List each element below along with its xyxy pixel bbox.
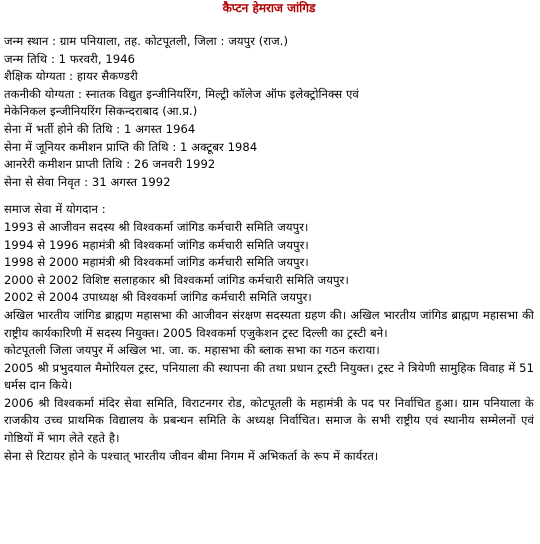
service-item: 2000 से 2002 विशिष्ट सलाहकार श्री विश्वकर्मा जांगिड कर्मचारी समिति जयपुर। bbox=[4, 272, 349, 287]
service-paragraph: अखिल भारतीय जांगिड ब्राह्मण महासभा की आजीवन संरक्षण सदस्यता ग्रहण की। अखिल भारतीय जांगिड ब्राह्मण महासभा की राष्ट्रीय कार्यकारिणी में सदस्य नियुक्त। 2005 विश्वकर्मा एजुकेशन ट्रस्ट दिल्ली का ट्रस्टी बने। bbox=[4, 307, 534, 340]
technical-qualification-cont-line: मेकेनिकल इन्जीनियरिंग सिकन्दराबाद (आ.प्र.) bbox=[4, 104, 198, 119]
technical-qualification-line: तकनीकी योग्यता : स्नातक विद्युत इन्जीनियरिंग, मिल्ट्री कॉलेज ऑफ इलेक्ट्रोनिक्स एवं bbox=[4, 86, 359, 101]
service-item: 1994 से 1996 महामंत्री श्री विश्वकर्मा जांगिड कर्मचारी समिति जयपुर। bbox=[4, 237, 309, 252]
education-line: शैक्षिक योग्यता : हायर सैकण्डरी bbox=[4, 69, 138, 84]
junior-commission-line: सेना में जूनियर कमीशन प्राप्ति की तिथि : 1 अक्टूबर 1984 bbox=[4, 139, 258, 154]
service-paragraph: कोटपूतली जिला जयपुर में अखिल भा. जा. क. महासभा की ब्लाक सभा का गठन कराया। bbox=[4, 343, 380, 358]
service-paragraph: सेना से रिटायर होने के पश्चात् भारतीय जीवन बीमा निगम में अभिकर्ता के रूप में कार्यरत। bbox=[4, 448, 379, 463]
honorary-commission-line: आनरेरी कमीशन प्राप्ती तिथि : 26 जनवरी 1992 bbox=[4, 157, 216, 172]
service-section bbox=[4, 201, 534, 465]
document-page bbox=[4, 0, 534, 465]
service-paragraph: 2005 श्री प्रभुदयाल मैमोरियल ट्रस्ट, पनियाला की स्थापना की तथा प्रधान ट्रस्टी नियुक्त। ट्रस्ट ने त्रियेणी सामुहिक विवाह में 51 धर्मस दान किये। bbox=[4, 360, 534, 393]
bio-section bbox=[4, 33, 534, 191]
service-heading: समाज सेवा में योगदान : bbox=[4, 202, 106, 217]
section-gap bbox=[4, 191, 534, 201]
page-title: कैप्टन हेमराज जांगिड bbox=[222, 1, 316, 15]
service-item: 1998 से 2000 महामंत्री श्री विश्वकर्मा जांगिड कर्मचारी समिति जयपुर। bbox=[4, 255, 309, 270]
birth-date-line: जन्म तिथि : 1 फरवरी, 1946 bbox=[4, 51, 136, 66]
retirement-line: सेना से सेवा निवृत : 31 अगस्त 1992 bbox=[4, 174, 171, 189]
service-paragraph: 2006 श्री विश्वकर्मा मंदिर सेवा समिति, विराटनगर रोड, कोटपूतली के महामंत्री के पद पर निर्वाचित हुआ। ग्राम पनियाला के राजकीय उच्च प्राथमिक विद्यालय के प्रबन्धन समिति के अध्यक्ष निर्वाचित। समाज के सभी राष्ट्रीय एवं स्थानीय सम्मेलनों एवं गोष्ठियों में भाग लेते रहते है। bbox=[4, 395, 534, 446]
service-item: 2002 से 2004 उपाध्यक्ष श्री विश्वकर्मा जांगिड कर्मचारी समिति जयपुर। bbox=[4, 290, 312, 305]
army-join-date-line: सेना में भर्ती होने की तिथि : 1 अगस्त 1964 bbox=[4, 121, 196, 136]
birth-place-line: जन्म स्थान : ग्राम पनियाला, तह. कोटपूतली, जिला : जयपुर (राज.) bbox=[4, 34, 289, 48]
service-item: 1993 से आजीवन सदस्य श्री विश्वकर्मा जांगिड कर्मचारी समिति जयपुर। bbox=[4, 219, 309, 234]
